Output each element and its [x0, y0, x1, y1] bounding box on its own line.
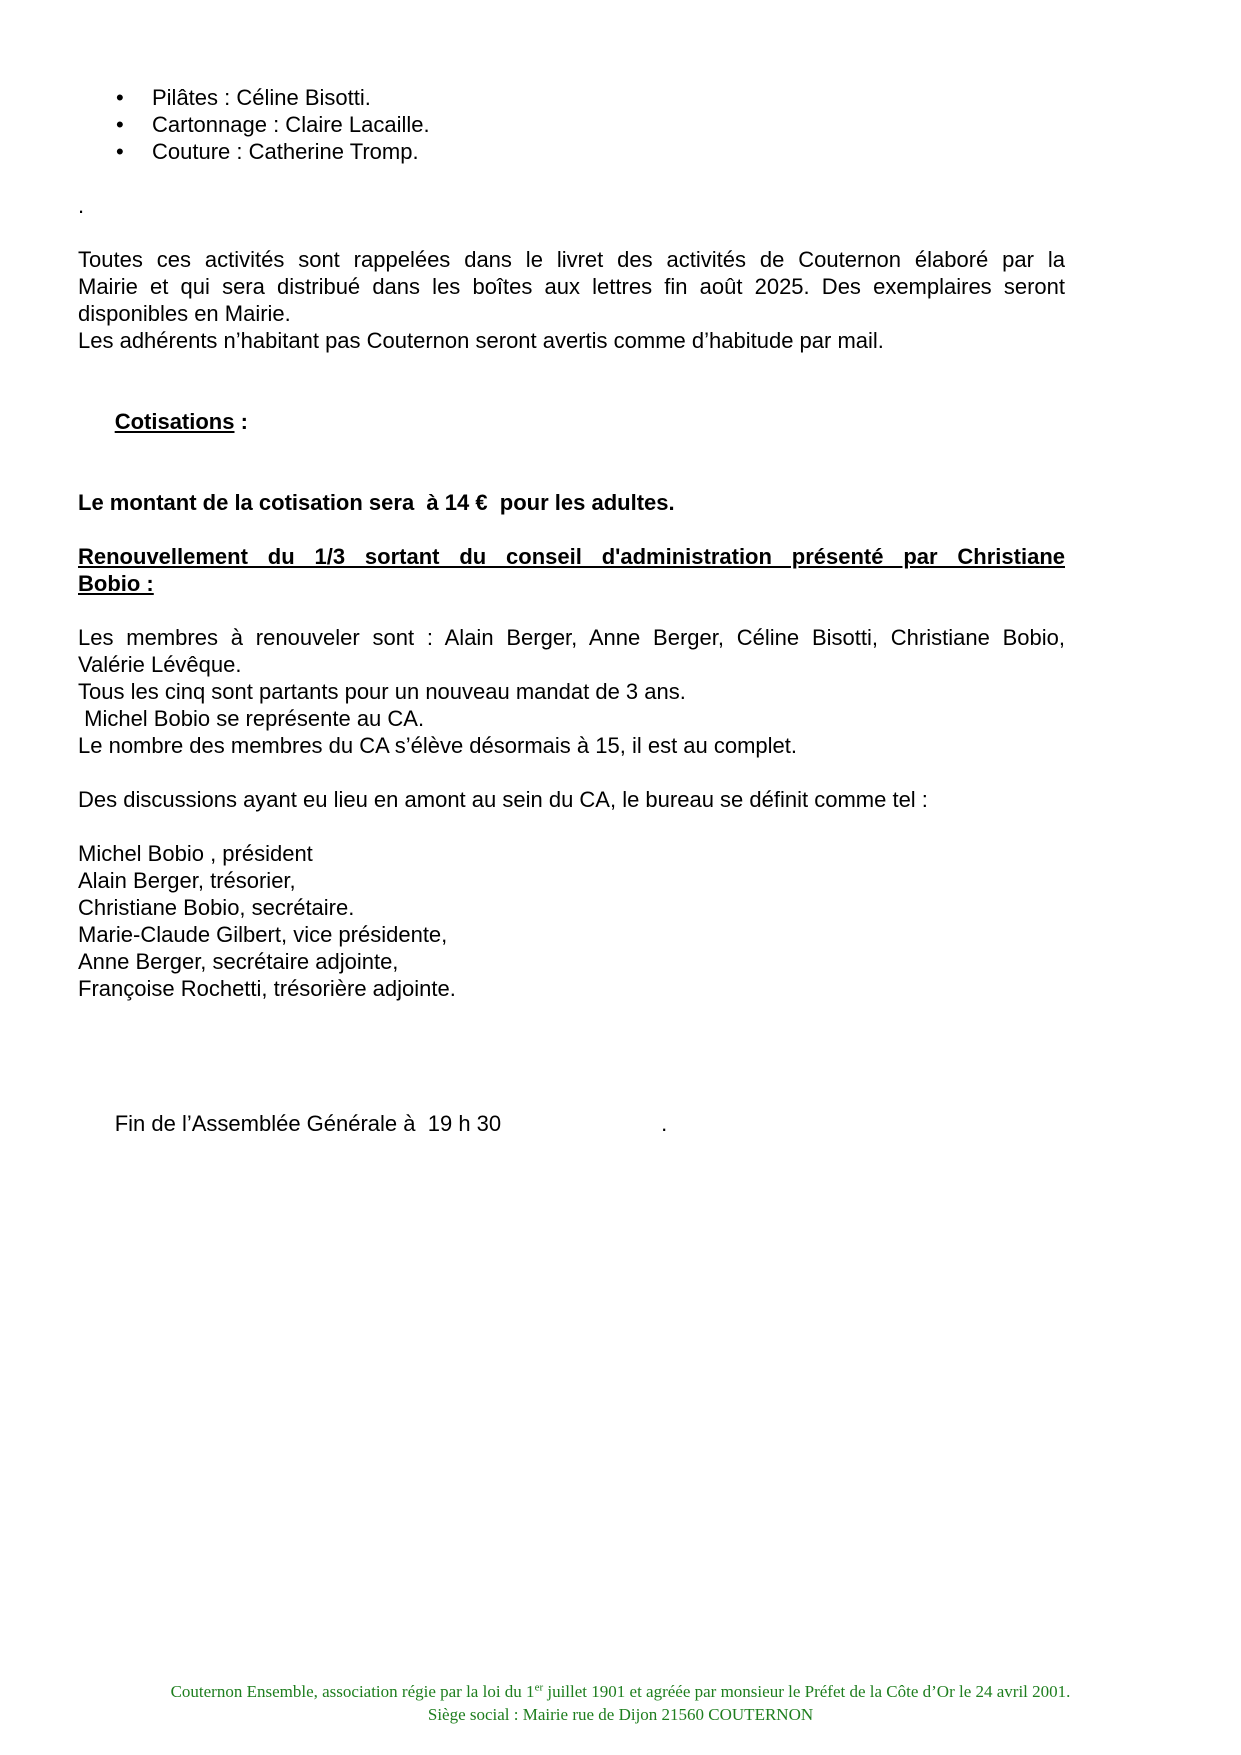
bureau-members-list — [78, 840, 1065, 1002]
blank-line — [78, 354, 1065, 381]
footer-line-1 — [0, 1680, 1241, 1703]
bureau-member-line: Christiane Bobio, secrétaire. — [78, 895, 355, 920]
bureau-member-line: Michel Bobio , président — [78, 841, 313, 866]
cotisations-heading-colon: : — [234, 409, 248, 434]
activities-info-paragraph — [78, 246, 1065, 354]
blank-line — [78, 219, 1065, 246]
renouvellement-body-line: Le nombre des membres du CA s’élève désormais à 15, il est au complet. — [78, 733, 798, 758]
closing-line — [78, 1083, 1065, 1164]
blank-line — [78, 759, 1065, 786]
activities-info-line: Mairie et qui sera distribué dans les boîtes aux lettres fin août 2025. Des exemplaires seront — [78, 274, 1065, 299]
bureau-member-line: Anne Berger, secrétaire adjointe, — [78, 949, 399, 974]
blank-line — [78, 813, 1065, 840]
blank-line — [78, 165, 1065, 192]
cotisation-amount-line: Le montant de la cotisation sera à 14 € pour les adultes. — [78, 490, 675, 515]
bullet-list-item: • Pilâtes : Céline Bisotti. — [152, 84, 1065, 111]
renouvellement-body-line: Tous les cinq sont partants pour un nouveau mandat de 3 ans. — [78, 679, 686, 704]
bullet-list-item: • Couture : Catherine Tromp. — [152, 138, 1065, 165]
renouvellement-body-line: Les membres à renouveler sont : Alain Berger, Anne Berger, Céline Bisotti, Christiane Bobio, — [78, 625, 1065, 650]
renouvellement-heading — [78, 543, 1065, 597]
blank-line — [78, 597, 1065, 624]
bureau-member-line: Marie-Claude Gilbert, vice présidente, — [78, 922, 448, 947]
footer — [0, 1680, 1241, 1726]
cotisations-heading-text: Cotisations — [114, 409, 235, 434]
activities-info-line: Les adhérents n’habitant pas Couternon seront avertis comme d’habitude par mail. — [78, 328, 884, 353]
renouvellement-body-line: Michel Bobio se représente au CA. — [78, 706, 425, 731]
footer-line-2: Siège social : Mairie rue de Dijon 21560 COUTERNON — [427, 1705, 814, 1724]
bureau-member-line: Françoise Rochetti, trésorière adjointe. — [78, 976, 456, 1001]
blank-line — [78, 462, 1065, 489]
activities-info-line: Toutes ces activités sont rappelées dans le livret des activités de Couternon élaboré par la — [78, 247, 1065, 272]
bureau-member-line: Alain Berger, trésorier, — [78, 868, 296, 893]
renouvellement-body-line: Valérie Lévêque. — [78, 652, 242, 677]
blank-line — [78, 516, 1065, 543]
document-body — [78, 84, 1065, 1164]
renouvellement-heading-line: Renouvellement du 1/3 sortant du conseil d'administration présenté par Christiane — [78, 544, 1065, 569]
bullet-list-item: • Cartonnage : Claire Lacaille. — [152, 111, 1065, 138]
blank-block — [78, 1002, 1065, 1083]
footer-line-1-start: Couternon Ensemble, association régie par la loi du 1 — [170, 1682, 535, 1701]
activities-info-line: disponibles en Mairie. — [78, 301, 291, 326]
activity-leaders-list — [78, 84, 1065, 165]
renouvellement-heading-line: Bobio : — [78, 571, 154, 596]
closing-text: Fin de l’Assemblée Générale à 19 h 30 — [114, 1111, 502, 1136]
closing-period: . — [661, 1111, 668, 1136]
footer-superscript: er — [534, 1681, 544, 1694]
footer-line-1-end: juillet 1901 et agréée par monsieur le Préfet de la Côte d’Or le 24 avril 2001. — [543, 1682, 1071, 1701]
cotisations-heading — [78, 381, 1065, 462]
stray-period: . — [78, 193, 85, 218]
bureau-discussion-line: Des discussions ayant eu lieu en amont au sein du CA, le bureau se définit comme tel : — [78, 787, 928, 812]
renouvellement-body — [78, 624, 1065, 759]
